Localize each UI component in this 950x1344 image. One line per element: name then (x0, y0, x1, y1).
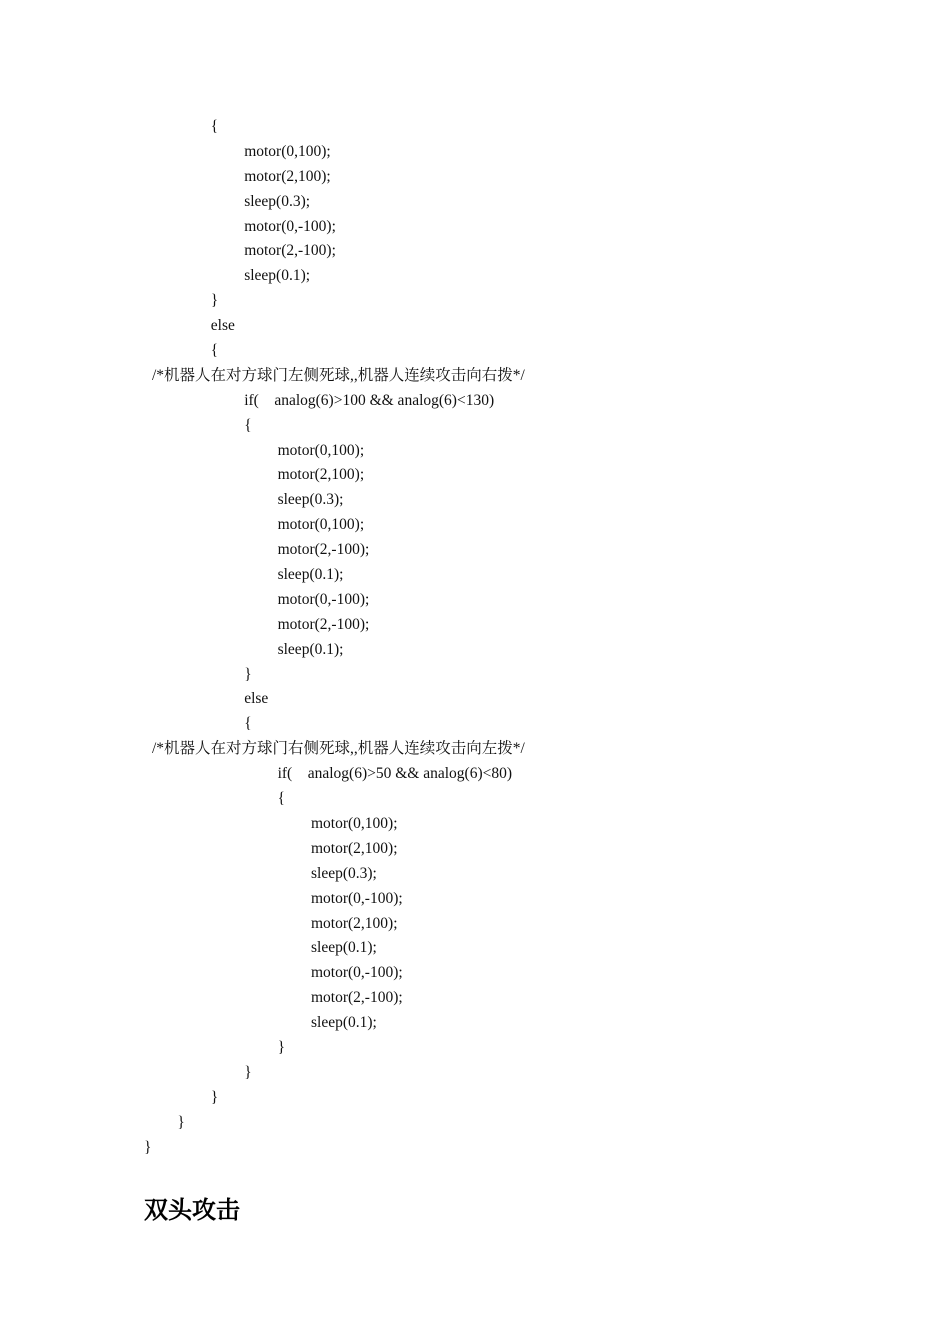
code-line (0, 1011, 950, 1036)
code-text: sleep(0.3); (244, 192, 311, 210)
code-text: sleep(0.1); (311, 1014, 377, 1032)
code-text: sleep(0.1); (244, 267, 311, 285)
code-line (0, 638, 950, 663)
code-text: } (144, 1138, 152, 1156)
code-line (0, 762, 950, 787)
code-line (0, 1086, 950, 1111)
code-text: } (244, 665, 252, 683)
code-line (0, 1036, 950, 1061)
code-text: } (244, 1063, 252, 1081)
code-block (0, 115, 950, 1160)
code-text: } (177, 1113, 185, 1131)
code-text: { (210, 118, 219, 135)
code-line (0, 364, 950, 389)
code-line (0, 264, 950, 289)
code-text: motor(0,-100); (244, 217, 336, 235)
code-text: motor(0,100); (311, 814, 398, 832)
section-heading: 双头攻击 (144, 1196, 240, 1224)
code-text: motor(0,100); (277, 441, 365, 459)
code-text: motor(2,100); (311, 839, 398, 857)
code-text: /*机器人在对方球门左侧死球,,机器人连续攻击向右拨*/ (152, 366, 525, 384)
code-line (0, 140, 950, 165)
code-line (0, 812, 950, 837)
code-line (0, 961, 950, 986)
code-line (0, 862, 950, 887)
code-line (0, 190, 950, 215)
code-text: { (277, 790, 286, 808)
code-line (0, 165, 950, 190)
code-text: motor(0,-100); (311, 964, 403, 982)
code-text: { (244, 715, 252, 733)
code-text: /*机器人在对方球门右侧死球,,机器人连续攻击向左拨*/ (152, 740, 525, 758)
code-text: sleep(0.3); (277, 491, 344, 509)
code-line (0, 663, 950, 688)
code-line (0, 1136, 950, 1161)
code-text: motor(2,100); (277, 466, 365, 484)
code-line (0, 439, 950, 464)
code-text: motor(2,-100); (244, 242, 336, 260)
code-line (0, 488, 950, 513)
code-line (0, 538, 950, 563)
code-line (0, 115, 950, 140)
code-text: if( analog(6)>100 && analog(6)<130) (244, 391, 495, 409)
code-text: motor(2,-100); (277, 615, 370, 633)
code-text: else (244, 690, 269, 708)
code-line (0, 712, 950, 737)
code-text: } (277, 1038, 286, 1056)
code-line (0, 837, 950, 862)
code-text: else (210, 317, 235, 335)
code-line (0, 239, 950, 264)
code-text: sleep(0.1); (311, 939, 377, 957)
code-text: motor(0,100); (244, 142, 331, 160)
code-line (0, 513, 950, 538)
code-line (0, 613, 950, 638)
code-line (0, 1061, 950, 1086)
code-text: motor(0,-100); (277, 590, 370, 608)
code-line (0, 936, 950, 961)
code-text: { (244, 416, 252, 434)
code-text: motor(0,-100); (311, 889, 403, 907)
code-text: } (210, 1088, 219, 1106)
code-line (0, 414, 950, 439)
code-text: if( analog(6)>50 && analog(6)<80) (277, 765, 513, 783)
code-text: } (210, 292, 219, 310)
code-text: sleep(0.1); (277, 640, 344, 658)
code-line (0, 1111, 950, 1136)
code-line (0, 887, 950, 912)
code-line (0, 314, 950, 339)
code-line (0, 687, 950, 712)
code-text: motor(0,100); (277, 516, 365, 534)
code-text: motor(2,100); (244, 167, 331, 185)
code-line (0, 389, 950, 414)
code-line (0, 289, 950, 314)
code-text: sleep(0.1); (277, 566, 344, 584)
code-line (0, 339, 950, 364)
code-line (0, 563, 950, 588)
code-line (0, 215, 950, 240)
code-text: motor(2,100); (311, 914, 398, 932)
code-line (0, 588, 950, 613)
code-line (0, 787, 950, 812)
code-text: motor(2,-100); (311, 989, 403, 1007)
code-line (0, 986, 950, 1011)
code-line (0, 463, 950, 488)
code-text: motor(2,-100); (277, 541, 370, 559)
code-text: sleep(0.3); (311, 864, 377, 882)
code-line (0, 737, 950, 762)
code-line (0, 912, 950, 937)
code-text: { (210, 342, 219, 360)
